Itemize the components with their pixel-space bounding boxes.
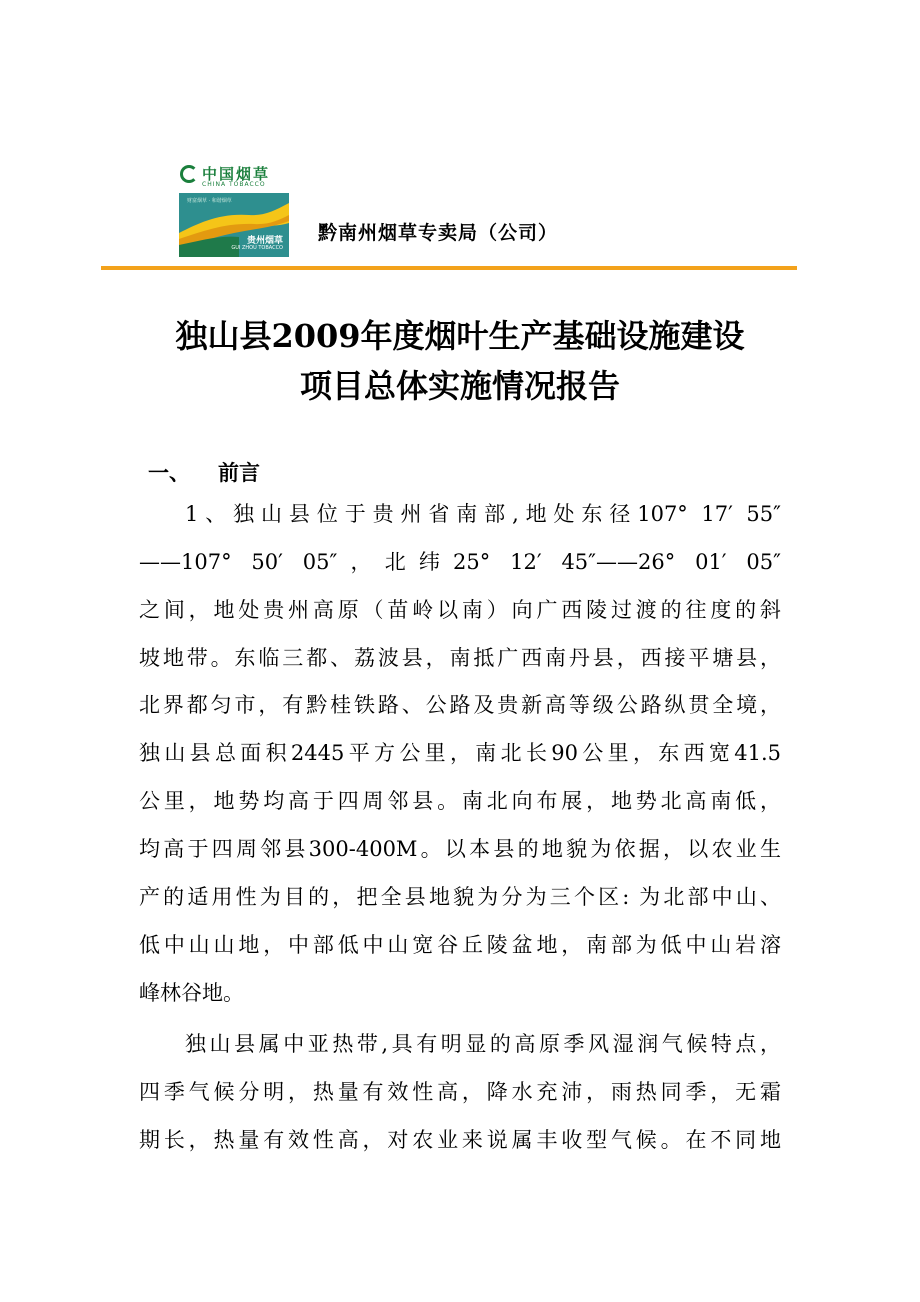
logo-en-name: CHINA TOBACCO: [202, 181, 266, 188]
body-line: 公里，地势均高于四周邻县。南北向布展，地势北高南低，: [139, 789, 781, 813]
guizhou-tobacco-logo: [179, 193, 289, 257]
logo-cn-name: 中国烟草: [202, 165, 271, 183]
section-number: 一、: [148, 460, 190, 485]
section-title: 前言: [218, 460, 260, 485]
body-line: 独山县属中亚热带,具有明显的高原季风湿润气候特点，: [185, 1032, 781, 1056]
body-line: 均高于四周邻县300-400M。以本县的地貌为依据，以农业生: [139, 837, 781, 861]
china-tobacco-logo: [180, 163, 288, 191]
body-line: 北界都匀市，有黔桂铁路、公路及贵新高等级公路纵贯全境，: [139, 693, 781, 717]
body-line: 独山县总面积2445平方公里，南北长90公里，东西宽41.5: [139, 741, 781, 765]
body-line: 之间，地处贵州高原（苗岭以南）向广西陵过渡的往度的斜: [139, 598, 781, 622]
body-line: 期长，热量有效性高，对农业来说属丰收型气候。在不同地: [139, 1128, 781, 1152]
body-line: 四季气候分明，热量有效性高，降水充沛，雨热同季，无霜: [139, 1080, 781, 1104]
china-tobacco-emblem-icon: [180, 165, 198, 183]
logo-guizhou-cn: 贵州烟草: [246, 236, 283, 246]
body-line: 产的适用性为目的，把全县地貌为分为三个区: 为北部中山、: [139, 885, 781, 909]
body-line: ——107° 50′ 05″，北纬25° 12′ 45″——26° 01′ 05″: [139, 550, 781, 574]
body-line: 坡地带。东临三都、荔波县，南抵广西南丹县，西接平塘县，: [139, 646, 781, 670]
header-divider: [101, 266, 797, 270]
logo-tagline: 财富烟草 · 和谐烟草: [187, 198, 232, 204]
body-line: 低中山山地，中部低中山宽谷丘陵盆地，南部为低中山岩溶: [139, 933, 781, 957]
body-line: 峰林谷地。: [139, 981, 244, 1005]
logo-guizhou-en: GUI ZHOU TOBACCO: [231, 245, 283, 251]
document-title-line-1: 独山县2009年度烟叶生产基础设施建设: [175, 317, 745, 355]
section-heading: [148, 457, 260, 487]
document-title-line-2: 项目总体实施情况报告: [299, 367, 620, 405]
organization-name: 黔南州烟草专卖局（公司）: [318, 222, 559, 244]
body-line: 1、独山县位于贵州省南部,地处东径107° 17′ 55″: [185, 502, 781, 526]
